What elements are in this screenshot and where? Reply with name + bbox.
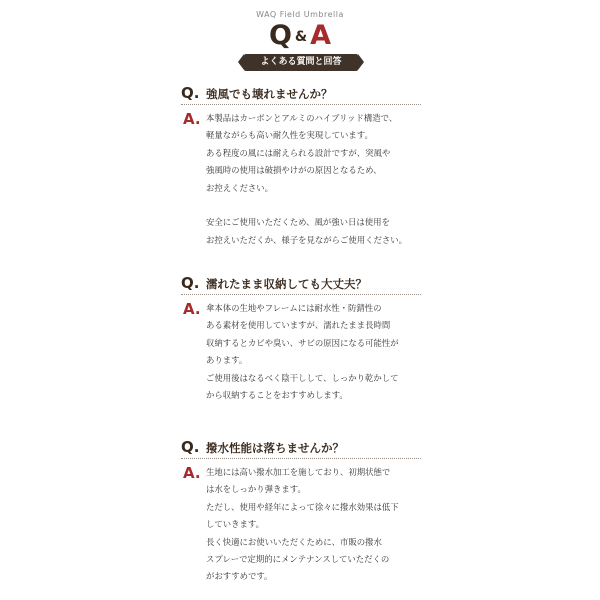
qa-logo [0,22,600,49]
question-row [181,438,441,460]
badge-right-tip [358,54,364,70]
answer-line: 安全にご使用いただくため、風が強い日は使用を [206,217,390,228]
answer-line: 本製品はカーボンとアルミのハイブリッド構造で、 [206,113,398,123]
question-row [181,274,441,296]
question-text: 強風でも壊れませんか？ [206,87,333,101]
qa-item-1 [181,84,441,249]
answer-line: 軽量ながらも高い耐久性を実現しています。 [206,130,373,141]
answer-text [181,110,441,249]
answer-mark: A. [183,464,201,482]
question-text: 濡れたまま収納しても大丈夫？ [206,277,367,291]
answer-line: ある素材を使用していますが、濡れたまま長時間 [206,320,391,331]
question-divider [181,104,421,105]
qa-item-2 [181,274,441,404]
question-mark: Q. [181,274,200,292]
answer-line: ご使用後はなるべく陰干しして、しっかり乾かして [206,372,399,383]
answer-block [181,464,441,586]
answer-line: あります。 [206,355,248,366]
answer-block [181,110,441,249]
question-mark: Q. [181,438,200,456]
answer-line: お控えいただくか、様子を見ながらご使用ください。 [206,234,407,245]
answer-line: ある程度の風には耐えられる設計ですが、突風や [206,147,391,158]
answer-block [181,300,441,404]
answer-line: スプレーで定期的にメンテナンスしていただくの [206,554,390,565]
answer-line: 強風時の使用は破損やけがの原因となるため、 [206,165,382,176]
question-text: 撥水性能は落ちませんか？ [206,441,344,455]
answer-line: 長く快適にお使いいただくために、市販の撥水 [206,536,382,547]
logo-q: Q [268,20,292,51]
logo-a: A [310,20,332,51]
answer-line: お控えください。 [206,182,273,193]
answer-line: がおすすめです。 [206,571,273,582]
question-divider [181,458,421,459]
answer-mark: A. [183,110,201,128]
subtitle-badge: よくある質問と回答 [244,54,358,71]
question-divider [181,294,421,295]
answer-line: 傘本体の生地やフレームには耐水性・防錆性の [206,303,382,313]
question-mark: Q. [181,84,200,102]
question-row [181,84,441,106]
brand-name: WAQ Field Umbrella [256,10,344,19]
answer-line: は水をしっかり弾きます。 [206,484,306,495]
logo-ampersand: & [294,29,308,45]
answer-line: 生地には高い撥水加工を施しており、初期状態で [206,467,391,477]
answer-text [181,300,441,404]
answer-line: 収納するとカビや臭い、サビの原因になる可能性が [206,337,399,348]
qa-item-3 [181,438,441,586]
answer-text [181,464,441,586]
answer-mark: A. [183,300,201,318]
answer-line: ただし、使用や経年によって徐々に撥水効果は低下 [206,501,399,512]
answer-line: から収納することをおすすめします。 [206,390,348,401]
answer-line: していきます。 [206,519,264,530]
